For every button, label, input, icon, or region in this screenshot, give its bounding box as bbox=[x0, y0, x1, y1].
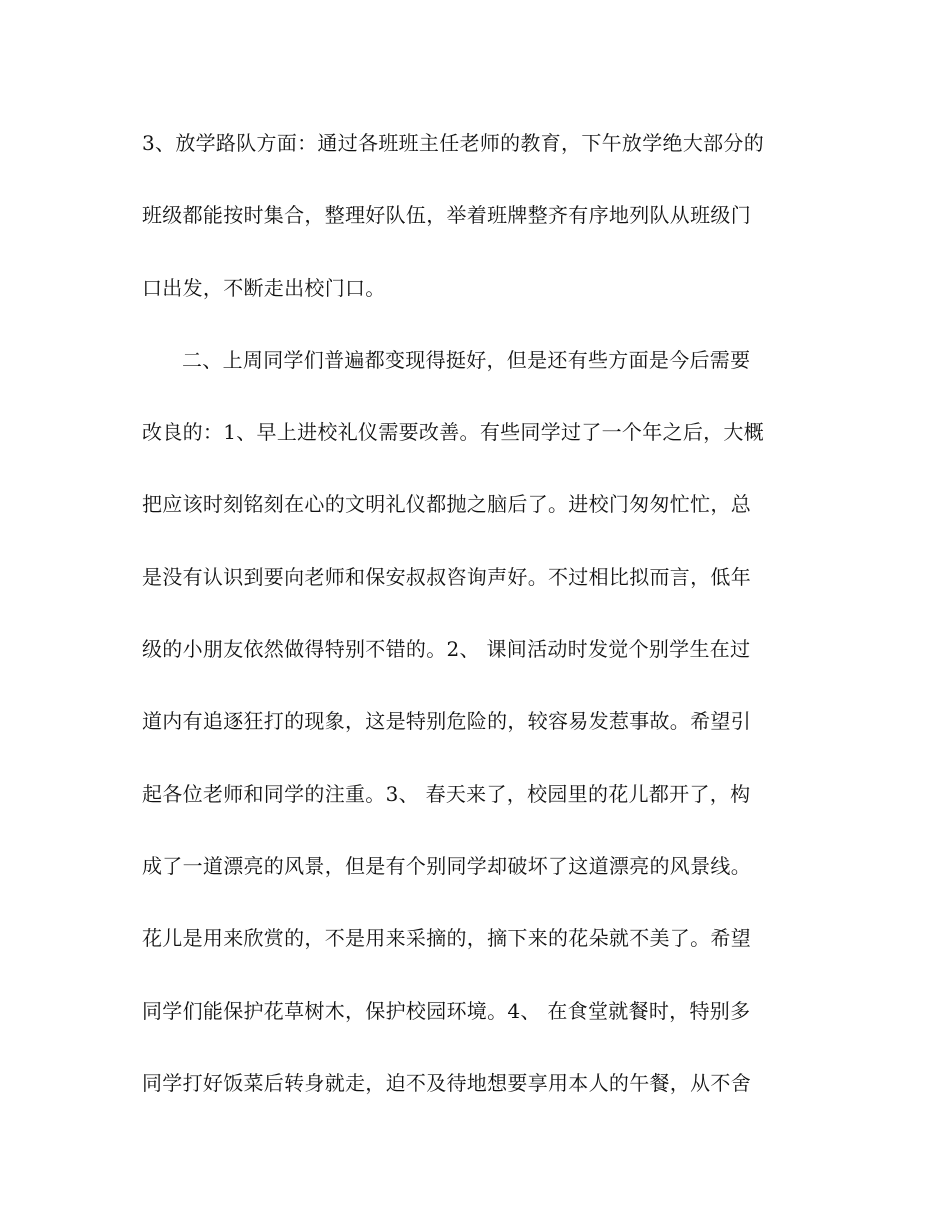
text-line: 3、放学路队方面：通过各班班主任老师的教育，下午放学绝大部分的 bbox=[142, 131, 765, 155]
text-line: 道内有追逐狂打的现象，这是特别危险的，较容易发惹事故。希望引 bbox=[142, 709, 751, 734]
text-line: 成了一道漂亮的风景，但是有个别同学却破坏了这道漂亮的风景线。 bbox=[142, 853, 751, 878]
text-line: 同学打好饭菜后转身就走，迫不及待地想要享用本人的午餐，从不舍 bbox=[142, 1070, 751, 1095]
text-line: 起各位老师和同学的注重。3、 春天来了，校园里的花儿都开了，构 bbox=[142, 781, 751, 806]
paragraph-first-line: 二、上周同学们普遍都变现得挺好，但是还有些方面是今后需要 bbox=[182, 347, 751, 372]
text-line: 同学们能保护花草树木，保护校园环境。4、 在食堂就餐时，特别多 bbox=[142, 998, 751, 1023]
text-line: 口出发，不断走出校门口。 bbox=[142, 275, 386, 300]
text-line: 级的小朋友依然做得特别不错的。2、 课间活动时发觉个别学生在过 bbox=[142, 637, 751, 662]
document-body bbox=[142, 118, 812, 1130]
text-line: 花儿是用来欣赏的，不是用来采摘的，摘下来的花朵就不美了。希望 bbox=[142, 926, 751, 951]
text-line: 改良的：1、早上进校礼仪需要改善。有些同学过了一个年之后，大概 bbox=[142, 420, 765, 445]
text-line: 班级都能按时集合，整理好队伍，举着班牌整齐有序地列队从班级门 bbox=[142, 203, 751, 228]
text-line: 把应该时刻铭刻在心的文明礼仪都抛之脑后了。进校门匆匆忙忙，总 bbox=[142, 492, 751, 517]
text-line: 是没有认识到要向老师和保安叔叔咨询声好。不过相比拟而言，低年 bbox=[142, 564, 751, 589]
